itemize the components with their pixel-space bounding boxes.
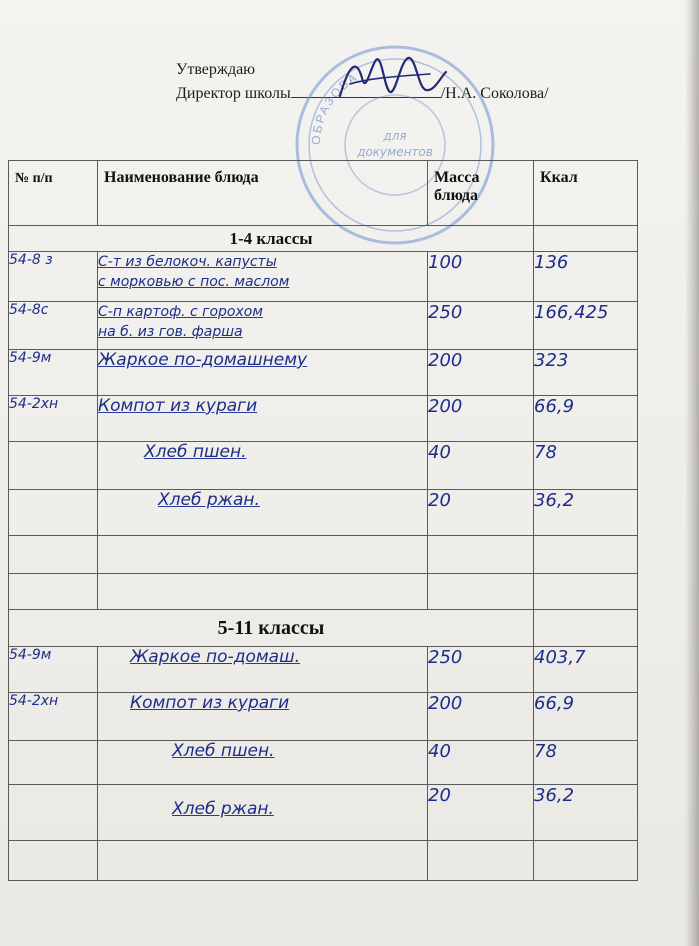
row-code: 54-2хн <box>9 396 98 442</box>
table-row <box>9 490 638 536</box>
row-code <box>9 741 98 785</box>
paper-edge-shadow <box>685 0 699 946</box>
row-dish-name: Хлеб пшен. <box>98 442 428 490</box>
stamp-arc-text: ОБРАЗОВА <box>308 69 361 146</box>
row-mass: 200 <box>428 693 534 741</box>
row-kcal: 36,2 <box>534 490 638 536</box>
row-code <box>9 442 98 490</box>
row-code: 54-8с <box>9 302 98 350</box>
row-mass: 200 <box>428 396 534 442</box>
stamp-center-text-2: документов <box>357 145 433 159</box>
row-mass: 100 <box>428 252 534 302</box>
table-row <box>9 442 638 490</box>
section-row-1-4 <box>9 226 638 252</box>
row-kcal: 36,2 <box>534 785 638 841</box>
row-kcal: 66,9 <box>534 693 638 741</box>
row-code: 54-9м <box>9 350 98 396</box>
table-row <box>9 252 638 302</box>
menu-table <box>8 160 638 881</box>
header-number: № п/п <box>9 161 98 226</box>
director-label: Директор школы <box>176 85 291 102</box>
row-code: 54-8 з <box>9 252 98 302</box>
row-mass: 250 <box>428 647 534 693</box>
stamp-center-text-1: для <box>383 129 407 143</box>
row-mass: 40 <box>428 741 534 785</box>
director-signature <box>330 48 450 108</box>
row-kcal: 78 <box>534 741 638 785</box>
row-dish-name: Жаркое по-домаш. <box>98 647 428 693</box>
row-kcal: 78 <box>534 442 638 490</box>
row-dish-name: С-т из белокоч. капусты с морковью с пос. маслом <box>98 252 428 302</box>
section-title-1-4: 1-4 классы <box>9 226 534 252</box>
row-mass: 20 <box>428 785 534 841</box>
table-row-empty <box>9 574 638 610</box>
row-dish-name: Хлеб ржан. <box>98 785 428 841</box>
row-dish-name: Хлеб ржан. <box>98 490 428 536</box>
row-mass: 200 <box>428 350 534 396</box>
table-header-row <box>9 161 638 226</box>
row-dish-name: Компот из кураги <box>98 693 428 741</box>
table-row <box>9 350 638 396</box>
row-dish-name: Жаркое по-домашнему <box>98 350 428 396</box>
director-name: /Н.А. Соколова/ <box>440 85 549 102</box>
row-kcal: 136 <box>534 252 638 302</box>
row-mass: 250 <box>428 302 534 350</box>
row-code <box>9 490 98 536</box>
row-code: 54-9м <box>9 647 98 693</box>
row-kcal: 323 <box>534 350 638 396</box>
table-row <box>9 693 638 741</box>
row-dish-name: Хлеб пшен. <box>98 741 428 785</box>
header-dish-name: Наименование блюда <box>98 161 428 226</box>
row-kcal: 66,9 <box>534 396 638 442</box>
approval-title: Утверждаю <box>176 61 256 78</box>
row-mass: 20 <box>428 490 534 536</box>
header-mass: Масса блюда <box>428 161 534 226</box>
row-kcal: 166,425 <box>534 302 638 350</box>
row-dish-name: С-п картоф. с горохом на б. из гов. фарша <box>98 302 428 350</box>
section-row-5-11 <box>9 610 638 647</box>
table-row <box>9 785 638 841</box>
table-row-empty <box>9 841 638 881</box>
table-row-empty <box>9 536 638 574</box>
row-code: 54-2хн <box>9 693 98 741</box>
table-row <box>9 647 638 693</box>
table-row <box>9 396 638 442</box>
table-row <box>9 302 638 350</box>
row-kcal: 403,7 <box>534 647 638 693</box>
row-code <box>9 785 98 841</box>
section-title-5-11: 5-11 классы <box>9 610 534 647</box>
header-kcal: Ккал <box>534 161 638 226</box>
row-dish-name: Компот из кураги <box>98 396 428 442</box>
row-mass: 40 <box>428 442 534 490</box>
table-row <box>9 741 638 785</box>
